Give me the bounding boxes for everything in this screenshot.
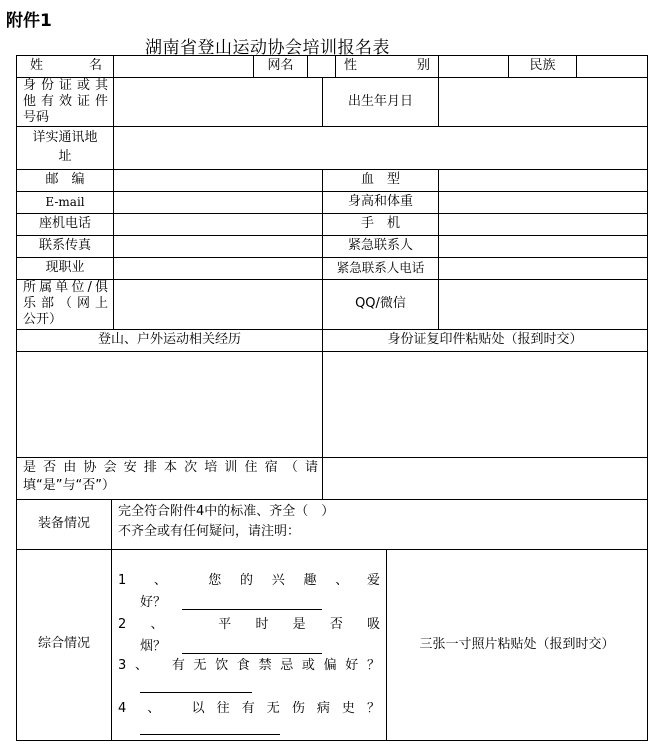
question-4-line-1: 4 、 以 往 有 无 伤 病 史 ？ bbox=[118, 701, 380, 716]
landline-input[interactable] bbox=[116, 216, 320, 233]
id-number-input[interactable] bbox=[116, 80, 320, 124]
blood-type-label: 血 型 bbox=[360, 172, 400, 187]
address-label-1: 详实通讯地 bbox=[32, 130, 98, 145]
ethnicity-input[interactable] bbox=[578, 58, 646, 76]
blood-type-input[interactable] bbox=[440, 172, 645, 189]
ethnicity-label: 民族 bbox=[529, 58, 556, 73]
question-2-line-1: 2 、 平 时 是 否 吸 bbox=[118, 617, 380, 632]
question-1-line-2: 好？ bbox=[140, 595, 167, 610]
qq-wechat-input[interactable] bbox=[440, 282, 645, 327]
gender-label: 性 别 bbox=[344, 58, 430, 73]
postcode-input[interactable] bbox=[116, 172, 320, 189]
gender-input[interactable] bbox=[440, 58, 506, 76]
experience-label: 登山、户外运动相关经历 bbox=[97, 332, 241, 347]
question-4-answer-line[interactable] bbox=[140, 734, 280, 735]
landline-label: 座机电话 bbox=[38, 216, 91, 231]
mobile-input[interactable] bbox=[440, 216, 645, 233]
question-3-answer-line[interactable] bbox=[140, 692, 252, 693]
email-label: E-mail bbox=[45, 195, 85, 209]
question-3-line-1: 3、 有无饮食禁忌或偏好？ bbox=[118, 658, 380, 673]
id-copy-label: 身份证复印件粘贴处（报到时交） bbox=[387, 332, 583, 347]
attachment-label: 附件1 bbox=[6, 11, 52, 31]
accommodation-input[interactable] bbox=[325, 460, 645, 497]
equipment-line-2: 不齐全或有任何疑问，请注明： bbox=[118, 524, 301, 539]
id-number-label-2: 他有效证件 bbox=[23, 94, 108, 109]
qq-wechat-label: QQ/微信 bbox=[355, 296, 406, 311]
fax-label: 联系传真 bbox=[38, 238, 91, 253]
accommodation-label-2: 填“是”与“否”） bbox=[23, 478, 115, 493]
name-input[interactable] bbox=[116, 58, 252, 76]
equipment-label: 装备情况 bbox=[37, 516, 90, 531]
occupation-input[interactable] bbox=[116, 260, 320, 277]
experience-textarea[interactable] bbox=[19, 354, 320, 455]
id-number-label-1: 身份证或其 bbox=[23, 78, 108, 93]
height-weight-label: 身高和体重 bbox=[347, 194, 413, 209]
question-1-answer-line[interactable] bbox=[182, 609, 322, 610]
affiliation-label-3: 公开） bbox=[23, 312, 63, 327]
question-2-answer-line[interactable] bbox=[182, 653, 322, 654]
affiliation-label-1: 所属单位/俱 bbox=[23, 280, 108, 295]
emergency-contact-label: 紧急联系人 bbox=[347, 238, 413, 253]
accommodation-label-1: 是否由协会安排本次培训住宿（请 bbox=[23, 460, 318, 475]
postcode-label: 邮 编 bbox=[45, 172, 85, 187]
question-2-line-2: 烟？ bbox=[140, 639, 167, 654]
emergency-phone-label: 紧急联系人电话 bbox=[336, 260, 425, 275]
address-input[interactable] bbox=[116, 129, 645, 167]
equipment-line-1: 完全符合附件4中的标准、齐全（ ） bbox=[118, 504, 335, 519]
emergency-phone-input[interactable] bbox=[440, 260, 645, 277]
affiliation-input[interactable] bbox=[116, 282, 320, 327]
nickname-label: 网名 bbox=[267, 58, 294, 73]
address-label-2: 址 bbox=[58, 149, 72, 164]
id-number-label-3: 号码 bbox=[23, 110, 50, 125]
fax-input[interactable] bbox=[116, 238, 320, 255]
name-label: 姓 名 bbox=[30, 58, 102, 73]
height-weight-input[interactable] bbox=[440, 194, 645, 211]
overall-label: 综合情况 bbox=[37, 636, 90, 651]
question-1-line-1: 1 、 您 的 兴 趣 、 爱 bbox=[118, 573, 380, 588]
affiliation-label-2: 乐部（网上 bbox=[23, 296, 108, 311]
email-input[interactable] bbox=[116, 194, 320, 211]
id-copy-area bbox=[325, 354, 645, 455]
birthdate-input[interactable] bbox=[440, 80, 645, 124]
emergency-contact-input[interactable] bbox=[440, 238, 645, 255]
photo-area-label: 三张一寸照片粘贴处（报到时交） bbox=[419, 637, 615, 652]
form-title: 湖南省登山运动协会培训报名表 bbox=[145, 38, 390, 58]
birthdate-label: 出生年月日 bbox=[347, 94, 413, 109]
nickname-input[interactable] bbox=[309, 58, 334, 76]
occupation-label: 现职业 bbox=[45, 260, 85, 275]
mobile-label: 手 机 bbox=[360, 216, 400, 231]
